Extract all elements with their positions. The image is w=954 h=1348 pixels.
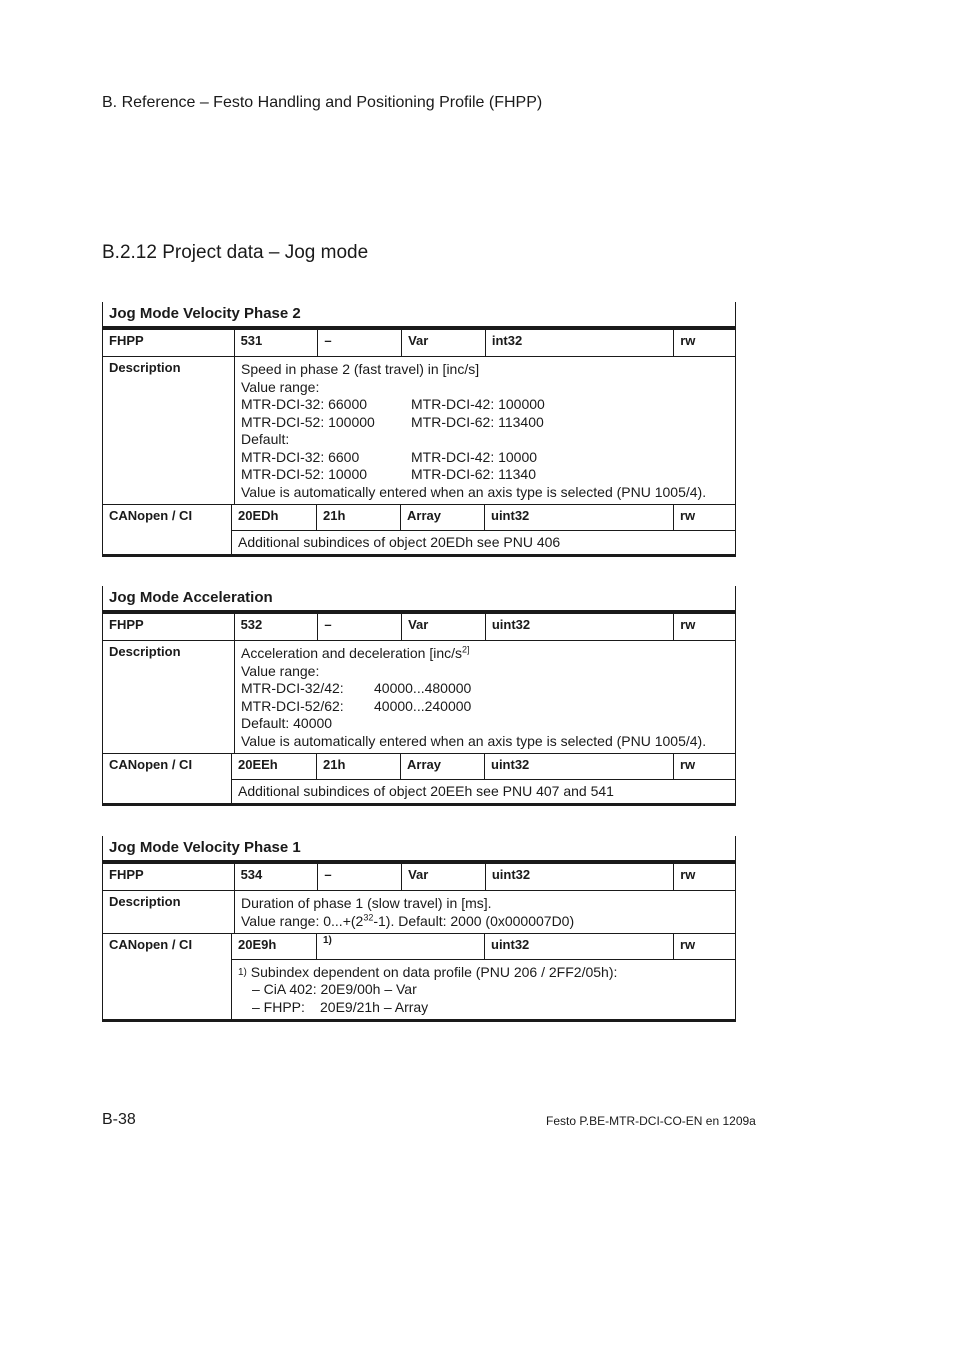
access: rw bbox=[673, 505, 735, 530]
row-label: Description bbox=[109, 894, 181, 909]
row-label: FHPP bbox=[109, 617, 144, 632]
subindex: – bbox=[317, 864, 401, 890]
pnu: 532 bbox=[234, 614, 318, 640]
range-value: MTR-DCI-42: 100000 bbox=[411, 396, 545, 412]
footnote-line: – CiA 402: 20E9/00h – Var bbox=[252, 981, 417, 997]
canopen-row bbox=[103, 934, 735, 1019]
footnote-mark: 1) bbox=[238, 966, 247, 978]
data-type: uint32 bbox=[485, 614, 673, 640]
fhpp-row bbox=[103, 330, 735, 357]
desc-line: Duration of phase 1 (slow travel) in [ms]. bbox=[241, 895, 492, 911]
desc-line bbox=[241, 913, 729, 931]
pnu: 531 bbox=[234, 330, 318, 356]
range-value: MTR-DCI-62: 113400 bbox=[411, 413, 544, 430]
table-title: Jog Mode Acceleration bbox=[103, 586, 735, 614]
desc-text: Acceleration and deceleration [inc/s bbox=[241, 645, 463, 661]
range-value: MTR-DCI-32: 66000 bbox=[241, 396, 368, 412]
footnote-text: Subindex dependent on data profile (PNU 206 / 2FF2/05h): bbox=[250, 963, 618, 980]
footnote-text: – FHPP: bbox=[252, 998, 305, 1015]
desc-text: -1). Default: 2000 (0x000007D0) bbox=[373, 912, 575, 929]
footnote-line bbox=[238, 964, 729, 982]
access: rw bbox=[673, 754, 735, 779]
desc-text: Value range: 0...+(2 bbox=[241, 912, 364, 929]
row-label: CANopen / CI bbox=[109, 757, 193, 772]
row-label: Description bbox=[109, 360, 181, 375]
object-kind: Array bbox=[400, 505, 484, 530]
desc-line: Value range: bbox=[241, 662, 320, 679]
access: rw bbox=[673, 330, 735, 356]
object-index: 20EDh bbox=[238, 508, 279, 523]
superscript: 2] bbox=[462, 644, 470, 655]
footnote-text: 20E9/21h – Array bbox=[320, 998, 429, 1015]
object-kind: Array bbox=[400, 754, 484, 779]
canopen-row bbox=[103, 505, 735, 554]
range-value: MTR-DCI-52: 100000 bbox=[241, 413, 375, 430]
fhpp-row bbox=[103, 614, 735, 641]
desc-line: Default: bbox=[241, 431, 290, 447]
data-type: uint32 bbox=[485, 864, 673, 890]
object-kind: Var bbox=[401, 330, 485, 356]
data-type: uint32 bbox=[484, 934, 673, 959]
page-number: B-38 bbox=[102, 1111, 136, 1128]
default-value: MTR-DCI-42: 10000 bbox=[411, 448, 538, 465]
subindex: 21h bbox=[316, 505, 400, 530]
footnote bbox=[232, 960, 735, 1020]
row-label: Description bbox=[109, 644, 181, 659]
pnu: 534 bbox=[234, 864, 318, 890]
description-text bbox=[234, 357, 735, 504]
fhpp-row bbox=[103, 864, 735, 891]
range-value: 40000...240000 bbox=[374, 697, 472, 714]
parameter-table-jog-velocity-phase-2 bbox=[102, 302, 736, 557]
table-title: Jog Mode Velocity Phase 1 bbox=[103, 836, 735, 864]
default-value: MTR-DCI-62: 11340 bbox=[411, 466, 537, 482]
desc-line: Value range: bbox=[241, 378, 320, 395]
subindex: 21h bbox=[316, 754, 400, 779]
desc-line: Default: 40000 bbox=[241, 715, 333, 731]
default-value: MTR-DCI-32: 6600 bbox=[241, 448, 360, 465]
footnote-line bbox=[238, 999, 729, 1017]
desc-line: Value is automatically entered when an axis type is selected (PNU 1005/4). bbox=[241, 483, 707, 500]
row-label: CANopen / CI bbox=[109, 937, 193, 952]
access: rw bbox=[673, 614, 735, 640]
row-label: FHPP bbox=[109, 333, 144, 348]
canopen-row bbox=[103, 754, 735, 803]
subindex: – bbox=[317, 330, 401, 356]
description-text bbox=[234, 891, 735, 933]
data-type: uint32 bbox=[484, 754, 673, 779]
object-kind: Var bbox=[401, 614, 485, 640]
object-index: 20EEh bbox=[238, 757, 278, 772]
object-index: 20E9h bbox=[238, 937, 277, 952]
object-kind: Var bbox=[401, 864, 485, 890]
canopen-note: Additional subindices of object 20EEh see PNU 407 and 541 bbox=[238, 783, 614, 799]
running-head: B. Reference – Festo Handling and Positioning Profile (FHPP) bbox=[102, 94, 543, 111]
range-label: MTR-DCI-32/42: bbox=[241, 680, 344, 696]
desc-line: Speed in phase 2 (fast travel) in [inc/s] bbox=[241, 361, 480, 377]
section-title: B.2.12 Project data – Jog mode bbox=[102, 242, 369, 263]
access: rw bbox=[673, 934, 735, 959]
parameter-table-jog-velocity-phase-1 bbox=[102, 836, 736, 1022]
row-label: FHPP bbox=[109, 867, 144, 882]
data-type: int32 bbox=[485, 330, 673, 356]
default-value: MTR-DCI-52: 10000 bbox=[241, 466, 368, 482]
description-row bbox=[103, 891, 735, 934]
superscript: 32 bbox=[363, 911, 374, 922]
row-label: CANopen / CI bbox=[109, 508, 193, 523]
desc-line: Value is automatically entered when an axis type is selected (PNU 1005/4). bbox=[241, 732, 707, 749]
desc-line bbox=[241, 645, 729, 663]
document-id: Festo P.BE-MTR-DCI-CO-EN en 1209a bbox=[546, 1114, 756, 1128]
table-title: Jog Mode Velocity Phase 2 bbox=[103, 302, 735, 330]
subindex-footnote: 1) bbox=[316, 934, 484, 959]
data-type: uint32 bbox=[484, 505, 673, 530]
access: rw bbox=[673, 864, 735, 890]
parameter-table-jog-acceleration bbox=[102, 586, 736, 806]
description-row bbox=[103, 357, 735, 505]
description-text bbox=[234, 641, 735, 753]
range-value: 40000...480000 bbox=[374, 680, 472, 696]
subindex: – bbox=[317, 614, 401, 640]
canopen-note: Additional subindices of object 20EDh see PNU 406 bbox=[238, 534, 561, 550]
range-label: MTR-DCI-52/62: bbox=[241, 697, 344, 714]
description-row bbox=[103, 641, 735, 754]
